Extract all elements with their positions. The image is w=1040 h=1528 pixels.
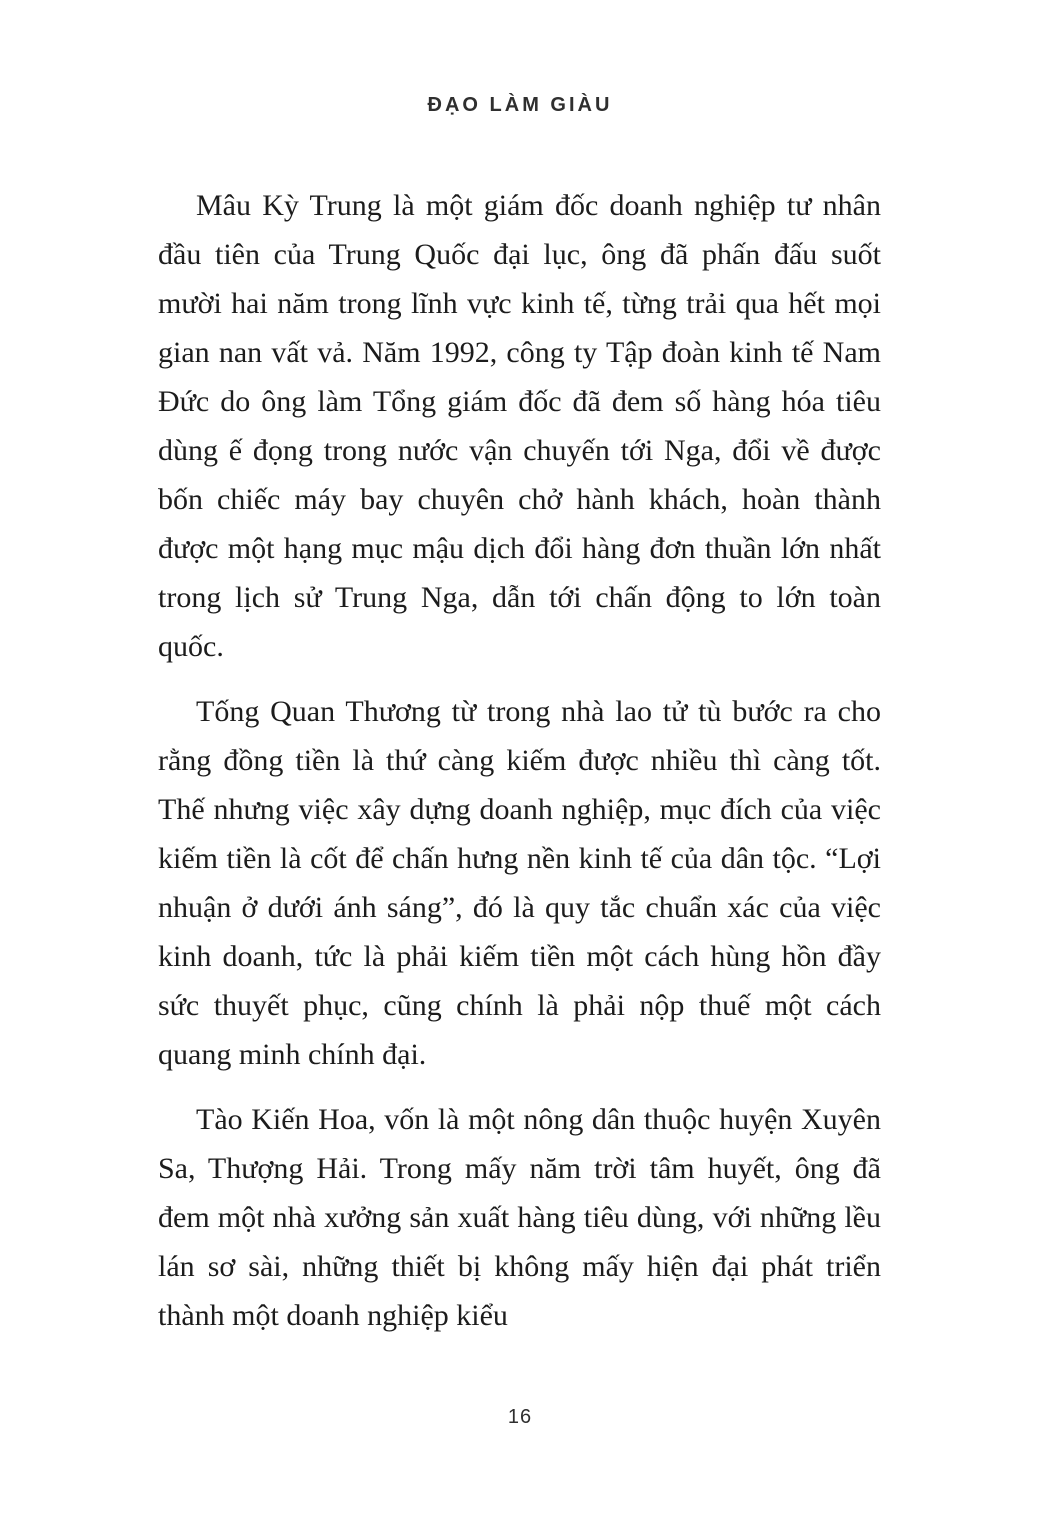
body-text	[158, 181, 881, 1340]
page-number: 16	[507, 1406, 533, 1428]
paragraph-3: Tào Kiến Hoa, vốn là một nông dân thuộc huyện Xuyên Sa, Thượng Hải. Trong mấy năm trời tâm huyết, ông đã đem một nhà xưởng sản xuất hàng tiêu dùng, với những lều lán sơ sài, những thiết bị không mấy hiện đại phát triển thành một doanh nghiệp kiểu	[158, 1103, 881, 1332]
running-header-title: ĐẠO LÀM GIÀU	[427, 94, 613, 116]
paragraph-1: Mâu Kỳ Trung là một giám đốc doanh nghiệp tư nhân đầu tiên của Trung Quốc đại lục, ông đã phấn đấu suốt mười hai năm trong lĩnh vực kinh tế, từng trải qua hết mọi gian nan vất vả. Năm 1992, công ty Tập đoàn kinh tế Nam Đức do ông làm Tổng giám đốc đã đem số hàng hóa tiêu dùng ế đọng trong nước vận chuyến tới Nga, đổi về được bốn chiếc máy bay chuyên chở hành khách, hoàn thành được một hạng mục mậu dịch đổi hàng đơn thuần lớn nhất trong lịch sử Trung Nga, dẫn tới chấn động to lớn toàn quốc.	[158, 189, 881, 663]
paragraph-2: Tống Quan Thương từ trong nhà lao tử tù bước ra cho rằng đồng tiền là thứ càng kiếm được nhiều thì càng tốt. Thế nhưng việc xây dựng doanh nghiệp, mục đích của việc kiếm tiền là cốt để chấn hưng nền kinh tế của dân tộc. “Lợi nhuận ở dưới ánh sáng”, đó là quy tắc chuẩn xác của việc kinh doanh, tức là phải kiếm tiền một cách hùng hồn đầy sức thuyết phục, cũng chính là phải nộp thuế một cách quang minh chính đại.	[158, 695, 881, 1071]
